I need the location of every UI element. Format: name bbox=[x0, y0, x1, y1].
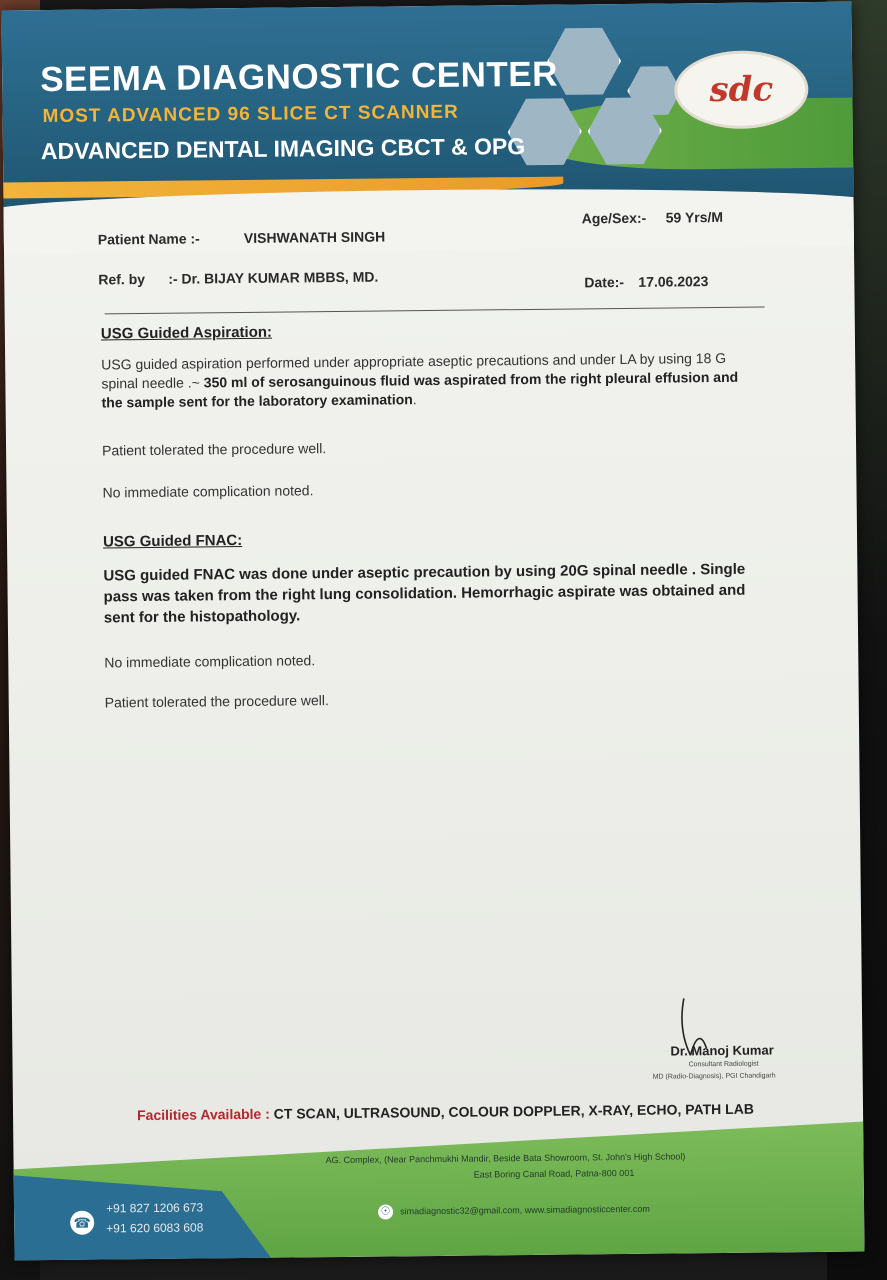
facilities-list: CT SCAN, ULTRASOUND, COLOUR DOPPLER, X-RAY, ECHO, PATH LAB bbox=[273, 1100, 754, 1122]
ct-scanner-tagline: MOST ADVANCED 96 SLICE CT SCANNER bbox=[42, 101, 459, 128]
fnac-no-complication: No immediate complication noted. bbox=[104, 652, 316, 671]
dental-imaging-tagline: ADVANCED DENTAL IMAGING CBCT & OPG bbox=[40, 133, 526, 165]
facilities-label: Facilities Available : bbox=[136, 1105, 270, 1124]
center-name: SEEMA DIAGNOSTIC CENTER bbox=[39, 54, 559, 100]
report-page bbox=[1, 2, 864, 1261]
aspiration-tolerated: Patient tolerated the procedure well. bbox=[102, 440, 327, 459]
aspiration-heading: USG Guided Aspiration: bbox=[100, 323, 273, 343]
address-line-2: East Boring Canal Road, Patna-800 001 bbox=[473, 1167, 635, 1180]
ref-by-label: Ref. by bbox=[98, 270, 146, 288]
patient-name: VISHWANATH SINGH bbox=[243, 228, 386, 246]
phone-number-2: +91 620 6083 608 bbox=[106, 1220, 204, 1236]
date-label: Date:- bbox=[584, 273, 625, 291]
referring-doctor: :- Dr. BIJAY KUMAR MBBS, MD. bbox=[168, 268, 379, 287]
aspiration-text-end: . bbox=[412, 391, 417, 408]
facilities-line bbox=[137, 1101, 754, 1123]
fnac-heading: USG Guided FNAC: bbox=[102, 531, 243, 551]
logo-lettering: sdc bbox=[709, 69, 774, 111]
report-date: 17.06.2023 bbox=[638, 273, 709, 290]
fnac-tolerated: Patient tolerated the procedure well. bbox=[104, 692, 329, 711]
email-website: simadiagnostic32@gmail.com, www.simadiagnosticcenter.com bbox=[400, 1203, 650, 1217]
age-sex-value: 59 Yrs/M bbox=[665, 208, 724, 226]
fnac-paragraph: USG guided FNAC was done under aseptic precaution by using 20G spinal needle . Single pass was taken from the right lung consolidation. Hemorrhagic aspirate was obtained and sent for the histopathology. bbox=[103, 560, 746, 627]
address-line-1: AG. Complex, (Near Panchmukhi Mandir, Beside Bata Showroom, St. John's High School) bbox=[325, 1151, 686, 1166]
age-sex-label: Age/Sex:- bbox=[581, 209, 647, 227]
doctor-name: Dr. Manoj Kumar bbox=[670, 1042, 774, 1059]
doctor-degree: MD (Radio-Diagnosis), PGI Chandigarh bbox=[652, 1072, 776, 1081]
phone-number-1: +91 827 1206 673 bbox=[105, 1200, 204, 1216]
globe-icon: ☉ bbox=[378, 1204, 393, 1219]
phone-icon: ☎ bbox=[70, 1211, 94, 1235]
aspiration-no-complication: No immediate complication noted. bbox=[102, 482, 314, 501]
aspiration-paragraph bbox=[101, 349, 762, 413]
aspiration-text-bold: 350 ml of serosanguinous fluid was aspirated from the right pleural effusion and the sample sent for the laboratory examination bbox=[101, 368, 739, 411]
header-divider bbox=[105, 307, 765, 315]
patient-name-label: Patient Name :- bbox=[97, 230, 200, 248]
aspiration-text: USG guided aspiration performed under appropriate aseptic precautions and under LA by using 18 G spinal needle .~ bbox=[101, 349, 727, 392]
doctor-title: Consultant Radiologist bbox=[688, 1060, 759, 1069]
